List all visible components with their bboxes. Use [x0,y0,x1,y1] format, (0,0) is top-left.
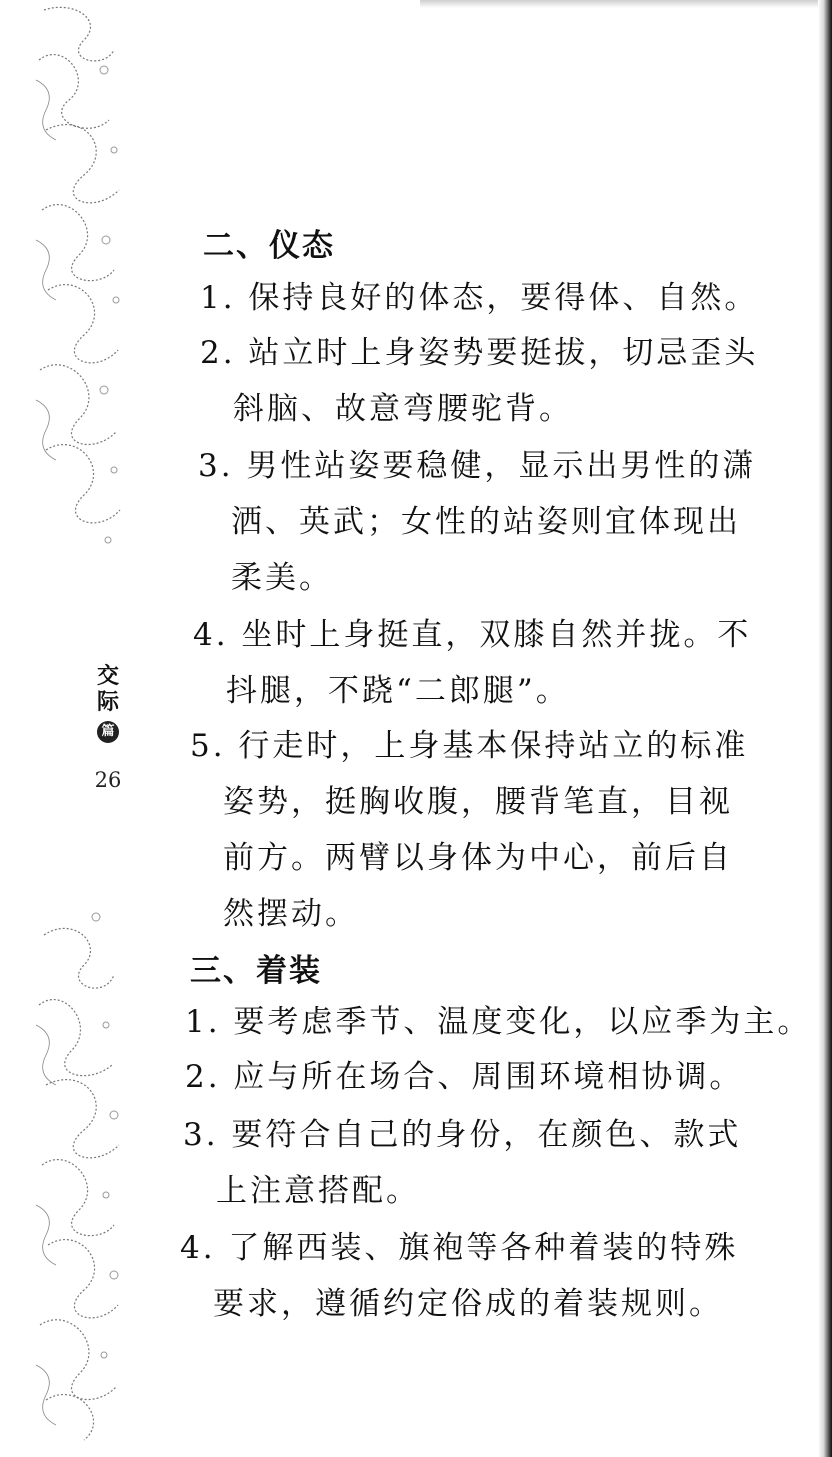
section-heading: 三、着装 [190,953,322,989]
cloud-ornament-bottom [34,905,126,1457]
running-title-badge: 篇 [97,721,119,743]
list-item [185,1049,743,1105]
item-line: 姿势，挺胸收腹，腰背笔直，目视 [223,784,733,820]
list-item [198,438,756,606]
binding-edge [818,0,832,1457]
item-line: 4. 了解西装、旗袍等各种着装的特殊 [180,1230,739,1266]
item-line: 前方。两臂以身体为中心，前后自 [223,840,733,876]
item-line: 上注意搭配。 [216,1173,420,1209]
item-line: 3. 要符合自己的身份，在颜色、款式 [183,1117,742,1153]
item-line: 5. 行走时，上身基本保持站立的标准 [190,728,749,764]
running-title-char: 际 [96,690,119,715]
list-item [180,1220,738,1332]
running-title [93,664,123,743]
item-line: 3. 男性站姿要稳健，显示出男性的潇 [198,448,757,484]
item-line: 1. 要考虑季节、温度变化，以应季为主。 [185,1004,812,1040]
item-line: 1. 保持良好的体态，要得体、自然。 [200,280,759,316]
item-line: 2. 站立时上身姿势要挺拔，切忌歪头 [200,335,759,371]
list-item [190,718,748,942]
list-item [200,325,758,437]
cloud-ornament-top [34,0,126,555]
item-line: 抖腿，不跷“二郎腿”。 [226,673,570,709]
item-line: 然摆动。 [223,896,359,932]
list-item [200,270,758,326]
page-number: 26 [94,768,122,792]
list-item [193,607,751,719]
list-item [185,994,811,1050]
item-line: 柔美。 [231,560,333,596]
section-heading: 二、仪态 [203,228,335,264]
scan-shadow-top [420,0,820,8]
item-line: 洒、英武；女性的站姿则宜体现出 [231,504,741,540]
list-item [183,1107,741,1219]
item-line: 要求，遵循约定俗成的着装规则。 [213,1286,723,1322]
item-line: 4. 坐时上身挺直，双膝自然并拢。不 [193,617,752,653]
running-title-char: 交 [96,664,119,689]
item-line: 斜脑、故意弯腰驼背。 [233,391,573,427]
item-line: 2. 应与所在场合、周围环境相协调。 [185,1059,744,1095]
